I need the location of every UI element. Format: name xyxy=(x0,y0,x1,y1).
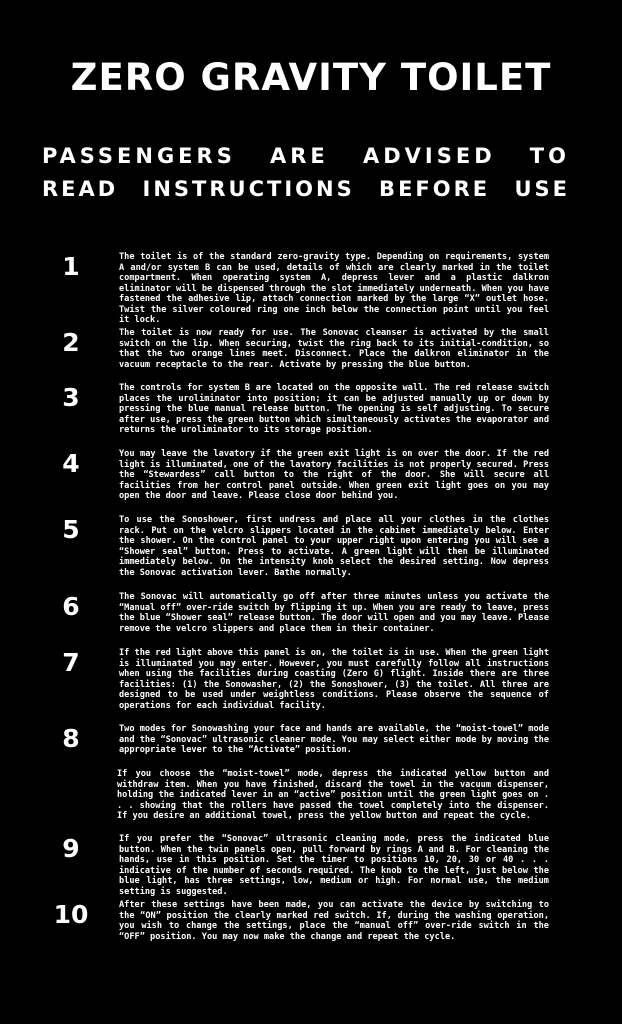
instruction-text: The toilet is of the standard zero-gravity type. Depending on requirements, system A and/or system B can be used, details of which are clearly marked in the toilet compartment. When operating system A, depress lever and a plastic dalkron eliminator will be dispensed through the slot immediately underneath. When you have fastened the adhesive lip, attach connection marked by the large “X” outlet hose. Twist the silver coloured ring one inch below the connection point until you feel it lock. xyxy=(119,252,549,325)
page-title: ZERO GRAVITY TOILET xyxy=(70,56,552,99)
instruction-text: After these settings have been made, you can activate the device by switching to the “ON” position the clearly marked red switch. If, during the washing operation, you wish to change the settings, place the “manual off” over-ride switch in the “OFF” position. You may now make the change and repeat the cycle. xyxy=(119,900,549,942)
instruction-text: The toilet is now ready for use. The Sonovac cleanser is activated by the small switch on the lip. When securing, twist the ring back to its initial-condition, so that the two orange lines meet. Disconnect. Place the dalkron eliminator in the vacuum receptacle to the rear. Activate by pressing the blue button. xyxy=(119,328,549,370)
instruction-number: 2 xyxy=(62,328,80,357)
advisory-line-2: READ INSTRUCTIONS BEFORE USE xyxy=(42,177,570,201)
instruction-text: You may leave the lavatory if the green exit light is on over the door. If the red light is illuminated, one of the lavatory facilities is not properly secured. Press the “Stewardess” call button to the right of the door. She will secure all facilities from her control panel outside. When green exit light goes on you may open the door and leave. Please close door behind you. xyxy=(119,449,549,501)
instruction-text: To use the Sonoshower, first undress and place all your clothes in the clothes rack. Put on the velcro slippers located in the cabinet immediately below. Enter the shower. On the control panel to your upper right upon entering you will see a “Shower seal” button. Press to activate. A green light will then be illuminated immediately below. On the intensity knob select the desired setting. Now depress the Sonovac activation lever. Bathe normally. xyxy=(119,515,549,578)
advisory-line-1: PASSENGERS ARE ADVISED TO xyxy=(42,144,570,168)
instruction-text: If you prefer the “Sonovac” ultrasonic cleaning mode, press the indicated blue button. When the twin panels open, pull forward by rings A and B. For cleaning the hands, use in this position. Set the timer to positions 10, 20, 30 or 40 . . . indicative of the number of seconds required. The knob to the left, just below the blue light, has three settings, low, medium or high. For normal use, the medium setting is suggested. xyxy=(119,834,549,897)
instruction-text: The Sonovac will automatically go off after three minutes unless you activate the “Manual off” over-ride switch by flipping it up. When you are ready to leave, press the blue “Shower seal” release button. The door will open and you may leave. Please remove the velcro slippers and place them in their container. xyxy=(119,592,549,634)
instruction-text-continued: If you choose the “moist-towel” mode, depress the indicated yellow button and withdraw item. When you have finished, discard the towel in the vacuum dispenser, holding the indicated lever in an “active” position until the green light goes on . . . showing that the rollers have passed the towel completely into the dispenser. If you desire an additional towel, press the yellow button and repeat the cycle. xyxy=(117,769,549,821)
instruction-number: 5 xyxy=(62,515,80,544)
instruction-text: Two modes for Sonowashing your face and hands are available, the “moist-towel” mode and the “Sonovac” ultrasonic cleaner mode. You may select either mode by moving the appropriate lever to the “Activate” position. xyxy=(119,724,549,755)
instruction-text: The controls for system B are located on the opposite wall. The red release switch places the uroliminator into position; it can be adjusted manually up or down by pressing the blue manual release button. The opening is self adjusting. To secure after use, press the green button which simultaneously activates the evaporator and returns the uroliminator to its storage position. xyxy=(119,383,549,435)
instruction-number: 10 xyxy=(53,900,89,929)
instruction-number: 3 xyxy=(62,383,80,412)
instruction-number: 4 xyxy=(62,449,80,478)
instruction-number: 1 xyxy=(62,252,80,281)
instruction-number: 8 xyxy=(62,724,80,753)
instruction-number: 9 xyxy=(62,834,80,863)
instruction-number: 6 xyxy=(62,592,80,621)
instruction-number: 7 xyxy=(62,648,80,677)
instruction-text: If the red light above this panel is on, the toilet is in use. When the green light is illuminated you may enter. However, you must carefully follow all instructions when using the facilities during coasting (Zero G) flight. Inside there are three facilities: (1) the Sonowasher, (2) the Sonoshower, (3) the toilet. All three are designed to be used under weightless conditions. Please observe the sequence of operations for each individual facility. xyxy=(119,648,549,711)
